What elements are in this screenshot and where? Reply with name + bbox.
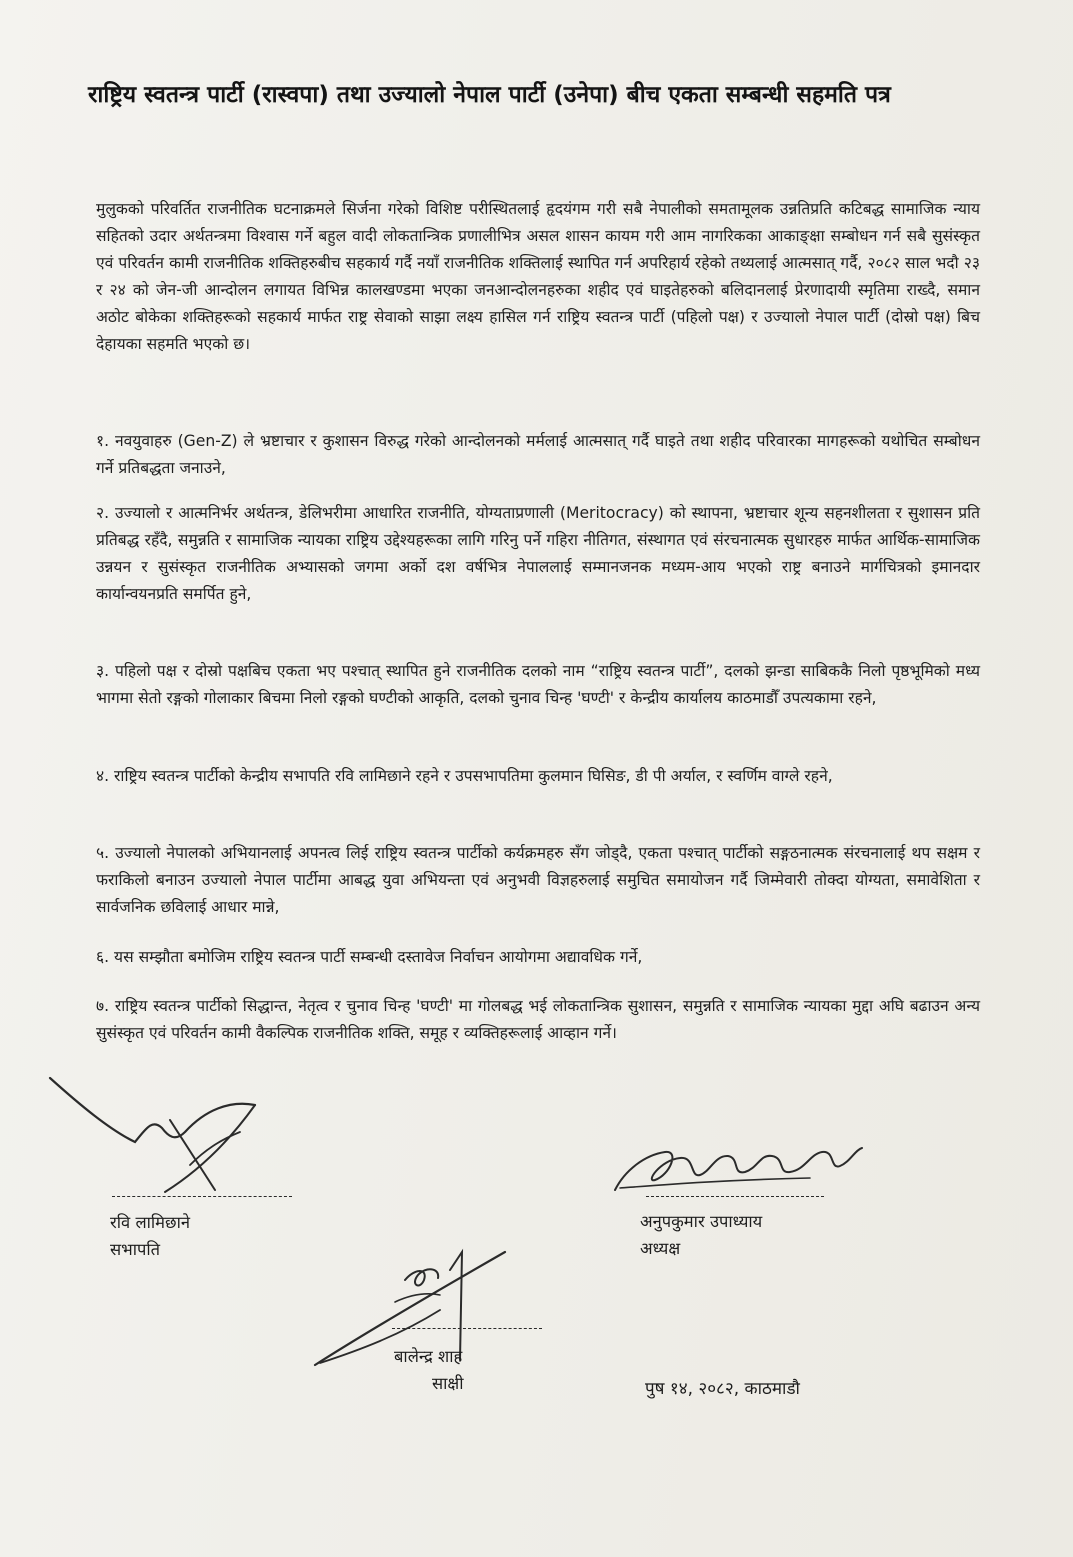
clause-3: ३. पहिलो पक्ष र दोस्रो पक्षबिच एकता भए पश्चात् स्थापित हुने राजनीतिक दलको नाम “राष्ट्रिय स्वतन्त्र पार्टी”, दलको झन्डा साबिककै निलो पृष्ठभूमिको मध्य भागमा सेतो रङ्गको गोलाकार बिचमा निलो रङ्गको घण्टीको आकृति, दलको चुनाव चिन्ह 'घण्टी' र केन्द्रीय कार्यालय काठमाडौँ उपत्यकामा रहने,	[96, 662, 980, 707]
clause-2: २. उज्यालो र आत्मनिर्भर अर्थतन्त्र, डेलिभरीमा आधारित राजनीति, योग्यताप्रणाली (Meritocracy) को स्थापना, भ्रष्टाचार शून्य सहनशीलता र सुशासन प्रति प्रतिबद्ध रहँदै, समुन्नति र सामाजिक न्यायका राष्ट्रिय उद्देश्यहरूका लागि गरिनु पर्ने गहिरा नीतिगत, संस्थागत एवं संरचनात्मक सुधारहरु मार्फत आर्थिक-सामाजिक उन्नयन र सुसंस्कृत राजनीतिक अभ्यासको जगमा अर्को दश वर्षभित्र नेपाललाई सम्मानजनक मध्यम-आय भएको राष्ट्र बनाउने मार्गचित्रको इमानदार कार्यान्वयनप्रति समर्पित हुने,	[96, 504, 980, 603]
signatory-name-left: रवि लामिछाने	[110, 1213, 191, 1232]
handwritten-signature-left	[40, 1070, 320, 1210]
document-title: राष्ट्रिय स्वतन्त्र पार्टी (रास्वपा) तथा उज्यालो नेपाल पार्टी (उनेपा) बीच एकता सम्बन्धी सहमति पत्र	[88, 82, 891, 108]
clause-4: ४. राष्ट्रिय स्वतन्त्र पार्टीको केन्द्रीय सभापति रवि लामिछाने रहने र उपसभापतिमा कुलमान घिसिङ, डी पी अर्याल, र स्वर्णिम वाग्ले रहने,	[96, 767, 833, 785]
clause-1: १. नवयुवाहरु (Gen-Z) ले भ्रष्टाचार र कुशासन विरुद्ध गरेको आन्दोलनको मर्मलाई आत्मसात् गर्दै घाइते तथा शहीद परिवारका मागहरूको यथोचित सम्बोधन गर्ने प्रतिबद्धता जनाउने,	[96, 432, 980, 477]
clause-6: ६. यस सम्झौता बमोजिम राष्ट्रिय स्वतन्त्र पार्टी सम्बन्धी दस्तावेज निर्वाचन आयोगमा अद्यावधिक गर्ने,	[96, 948, 643, 966]
witness-role: साक्षी	[432, 1374, 464, 1393]
signatory-name-right: अनुपकुमार उपाध्याय	[640, 1212, 763, 1231]
signature-line-right	[646, 1196, 824, 1197]
witness-name: बालेन्द्र शाह	[394, 1347, 463, 1366]
date-and-place: पुष १४, २०८२, काठमाडौ	[645, 1379, 800, 1399]
handwritten-signature-right	[600, 1130, 880, 1210]
signature-line-left	[112, 1196, 292, 1197]
clause-5: ५. उज्यालो नेपालको अभियानलाई अपनत्व लिई राष्ट्रिय स्वतन्त्र पार्टीको कर्यक्रमहरु सँग जोड्दै, एकता पश्चात् पार्टीको सङ्गठनात्मक संरचनालाई थप सक्षम र फराकिलो बनाउन उज्यालो नेपाल पार्टीमा आबद्ध युवा अभियन्ता एवं अनुभवी विज्ञहरुलाई समुचित समायोजन गर्दै जिम्मेवारी तोक्दा योग्यता, समावेशिता र सार्वजनिक छविलाई आधार मान्ने,	[96, 844, 980, 916]
signatory-role-right: अध्यक्ष	[640, 1239, 681, 1258]
preamble-paragraph: मुलुकको परिवर्तित राजनीतिक घटनाक्रमले सिर्जना गरेको विशिष्ट परीस्थितलाई हृदयंगम गरी सबै नेपालीको समतामूलक उन्नतिप्रति कटिबद्ध सामाजिक न्याय सहितको उदार अर्थतन्त्रमा विश्वास गर्ने बहुल वादी लोकतान्त्रिक प्रणालीभित्र असल शासन कायम गरी आम नागरिकका आकाङ्क्षा सम्बोधन गर्न सबै सुसंस्कृत एवं परिवर्तन कामी राजनीतिक शक्तिहरुबीच सहकार्य गर्दै नयाँ राजनीतिक शक्तिलाई स्थापित गर्न अपरिहार्य रहेको तथ्यलाई आत्मसात् गर्दै, २०८२ साल भदौ २३ र २४ को जेन-जी आन्दोलन लगायत विभिन्न कालखण्डमा भएका जनआन्दोलनहरुका शहीद एवं घाइतेहरुको बलिदानलाई प्रेरणादायी स्मृतिमा राख्दै, समान अठोट बोकेका शक्तिहरूको सहकार्य मार्फत राष्ट्र सेवाको साझा लक्ष्य हासिल गर्न राष्ट्रिय स्वतन्त्र पार्टी (पहिलो पक्ष) र उज्यालो नेपाल पार्टी (दोस्रो पक्ष) बिच देहायका सहमति भएको छ।	[96, 200, 980, 353]
signature-line-center	[392, 1328, 542, 1329]
signatory-role-left: सभापति	[110, 1240, 161, 1259]
clause-7: ७. राष्ट्रिय स्वतन्त्र पार्टीको सिद्धान्त, नेतृत्व र चुनाव चिन्ह 'घण्टी' मा गोलबद्ध भई लोकतान्त्रिक सुशासन, समुन्नति र सामाजिक न्यायका मुद्दा अघि बढाउन अन्य सुसंस्कृत एवं परिवर्तन कामी वैकल्पिक राजनीतिक शक्ति, समूह र व्यक्तिहरूलाई आव्हान गर्ने।	[96, 997, 980, 1042]
